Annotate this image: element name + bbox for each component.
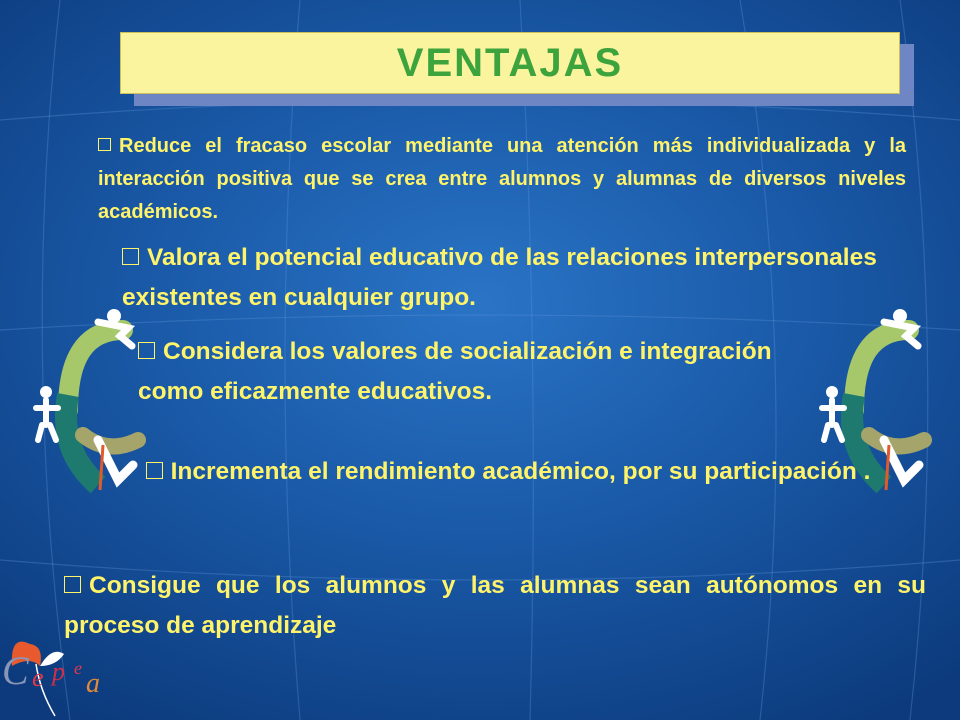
bullet-4 xyxy=(138,452,878,492)
svg-text:a: a xyxy=(86,668,100,699)
cepa-brand-logo xyxy=(0,636,120,720)
svg-text:e: e xyxy=(32,663,44,692)
bullet-5-text: Consigue que los alumnos y las alumnas sean autónomos en su proceso de aprendizaje xyxy=(64,572,926,639)
checkbox-bullet-icon xyxy=(138,342,155,359)
bullet-2-text: Valora el potencial educativo de las relaciones interpersonales existentes en cualquier grupo. xyxy=(122,244,877,311)
bullet-3-text: Considera los valores de socialización e integración como eficazmente educativos. xyxy=(138,338,772,405)
checkbox-bullet-icon xyxy=(98,138,111,151)
people-circle-logo-left xyxy=(28,300,148,500)
bullet-4-text: Incrementa el rendimiento académico, por su participación . xyxy=(170,458,871,485)
bullet-5 xyxy=(64,566,926,646)
bullet-3 xyxy=(138,332,828,412)
checkbox-bullet-icon xyxy=(122,248,139,265)
svg-text:C: C xyxy=(2,648,29,693)
slide-title: VENTAJAS xyxy=(396,40,624,85)
checkbox-bullet-icon xyxy=(64,576,81,593)
bullet-1 xyxy=(98,130,906,229)
svg-text:e: e xyxy=(74,658,82,678)
title-banner xyxy=(120,32,900,94)
bullet-1-text: Reduce el fracaso escolar mediante una atención más individualizada y la interacción positiva que se crea entre alumnos y alumnas de diversos niveles académicos. xyxy=(98,135,906,223)
svg-text:p: p xyxy=(52,657,65,686)
bullet-2 xyxy=(122,238,882,318)
checkbox-bullet-icon xyxy=(146,462,163,479)
